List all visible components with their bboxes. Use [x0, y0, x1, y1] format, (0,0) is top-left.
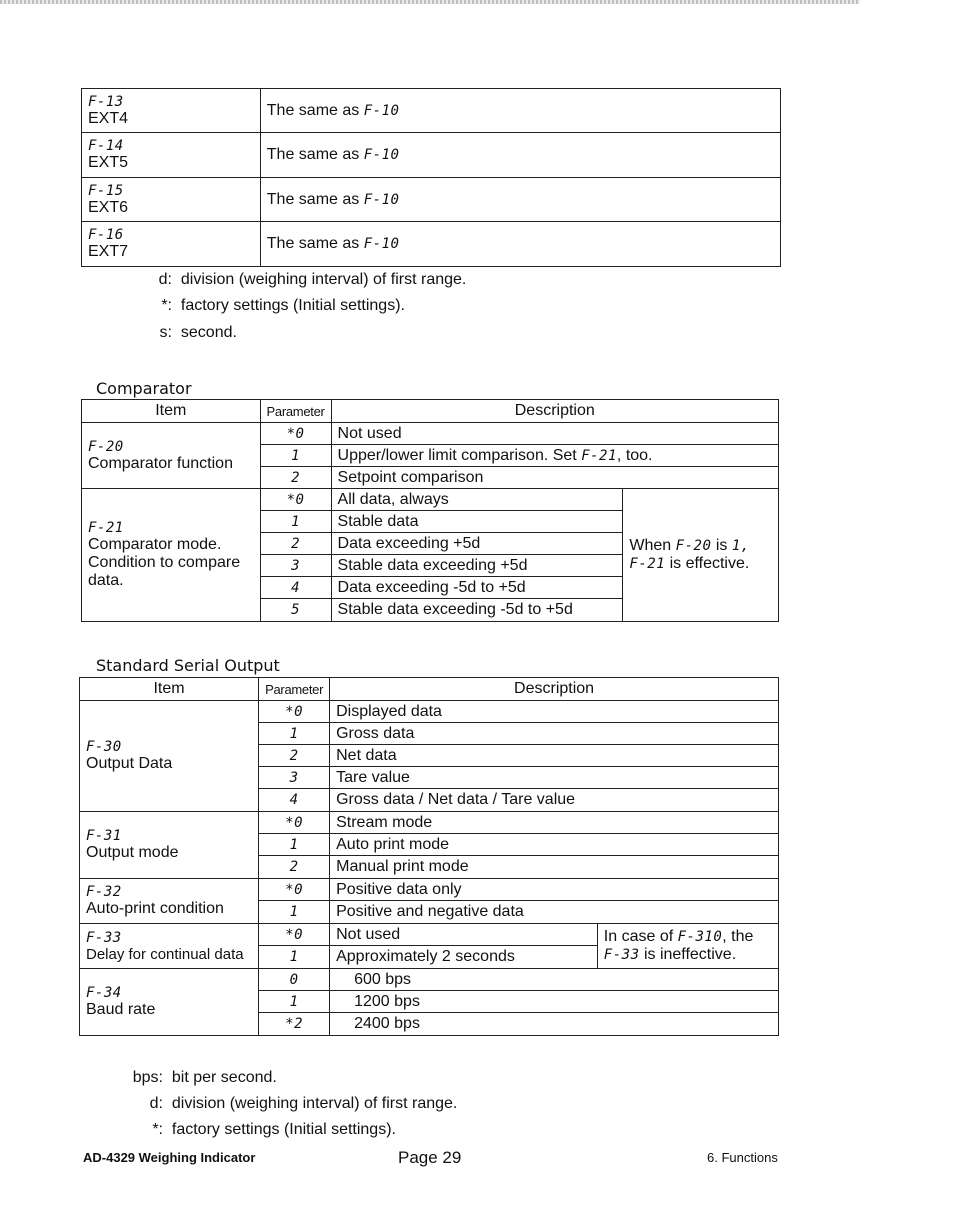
col-header-parameter: Parameter — [260, 400, 331, 423]
table-row — [82, 489, 779, 511]
table-row — [82, 423, 779, 445]
param-cell: 1 — [259, 723, 330, 745]
col-header-description: Description — [331, 400, 778, 423]
col-header-description: Description — [330, 678, 779, 701]
description-cell: Setpoint comparison — [331, 467, 778, 489]
description-cell: The same as F-10 — [260, 133, 780, 178]
table-row — [82, 89, 781, 133]
col-header-item: Item — [82, 400, 261, 423]
item-cell: F-13 EXT4 — [82, 89, 261, 133]
param-cell: 0 — [259, 969, 330, 991]
param-cell: 2 — [259, 856, 330, 879]
description-cell: 2400 bps — [330, 1013, 779, 1036]
description-cell: Upper/lower limit comparison. Set F-21, too. — [331, 445, 778, 467]
table-row — [80, 924, 779, 946]
param-cell: 1 — [260, 511, 331, 533]
page-number: Page 29 — [398, 1148, 462, 1167]
ext-settings-table — [81, 88, 781, 267]
table-header-row — [80, 678, 779, 701]
note-factory: *: factory settings (Initial settings). — [161, 297, 405, 314]
description-cell: Data exceeding -5d to +5d — [331, 577, 623, 599]
description-cell: Net data — [330, 745, 779, 767]
item-cell: F-14 EXT5 — [82, 133, 261, 178]
item-cell: F-16 EXT7 — [82, 222, 261, 267]
table-row — [80, 969, 779, 991]
item-cell: F-20 Comparator function — [82, 423, 261, 489]
item-cell: F-34 Baud rate — [80, 969, 259, 1036]
comparator-heading: Comparator — [96, 379, 192, 398]
description-cell: 600 bps — [330, 969, 779, 991]
note-factory: *: factory settings (Initial settings). — [152, 1121, 396, 1138]
table-header-row — [82, 400, 779, 423]
item-cell: F-32 Auto-print condition — [80, 879, 259, 924]
param-cell: *0 — [259, 924, 330, 946]
table-row — [80, 701, 779, 723]
item-cell: F-15 EXT6 — [82, 178, 261, 222]
item-cell: F-31 Output mode — [80, 812, 259, 879]
delay-side-note: In case of F-310, the F-33 is ineffective. — [597, 924, 778, 969]
param-cell: 4 — [260, 577, 331, 599]
description-cell: Stable data exceeding -5d to +5d — [331, 599, 623, 622]
item-cell: F-30 Output Data — [80, 701, 259, 812]
description-cell: Manual print mode — [330, 856, 779, 879]
description-cell: The same as F-10 — [260, 222, 780, 267]
param-cell: 3 — [260, 555, 331, 577]
comparator-side-note: When F-20 is 1, F-21 is effective. — [623, 489, 779, 622]
note-second: s: second. — [159, 324, 237, 341]
col-header-item: Item — [80, 678, 259, 701]
description-cell: Displayed data — [330, 701, 779, 723]
scan-edge-strip — [0, 0, 860, 4]
description-cell: 1200 bps — [330, 991, 779, 1013]
table-row — [82, 222, 781, 267]
description-cell: Not used — [330, 924, 598, 946]
param-cell: 4 — [259, 789, 330, 812]
serial-output-heading: Standard Serial Output — [96, 656, 280, 675]
description-cell: Approximately 2 seconds — [330, 946, 598, 969]
description-cell: Positive and negative data — [330, 901, 779, 924]
description-cell: Stable data exceeding +5d — [331, 555, 623, 577]
description-cell: Stable data — [331, 511, 623, 533]
description-cell: Gross data / Net data / Tare value — [330, 789, 779, 812]
param-cell: *0 — [260, 423, 331, 445]
footer-document-title: AD-4329 Weighing Indicator — [83, 1150, 256, 1165]
param-cell: *0 — [259, 812, 330, 834]
description-cell: Positive data only — [330, 879, 779, 901]
table-row — [80, 879, 779, 901]
item-cell: F-33 Delay for continual data — [80, 924, 259, 969]
param-cell: *0 — [259, 701, 330, 723]
table-row — [82, 178, 781, 222]
description-cell: Tare value — [330, 767, 779, 789]
description-cell: Data exceeding +5d — [331, 533, 623, 555]
param-cell: 3 — [259, 767, 330, 789]
table-row — [82, 133, 781, 178]
param-cell: 5 — [260, 599, 331, 622]
comparator-table — [81, 399, 779, 622]
table-row — [80, 812, 779, 834]
serial-output-table — [79, 677, 779, 1036]
description-cell: Not used — [331, 423, 778, 445]
note-d: d: division (weighing interval) of first range. — [158, 271, 467, 288]
col-header-parameter: Parameter — [259, 678, 330, 701]
note-d: d: division (weighing interval) of first range. — [149, 1095, 458, 1112]
param-cell: 1 — [259, 991, 330, 1013]
description-cell: Gross data — [330, 723, 779, 745]
param-cell: 2 — [260, 533, 331, 555]
description-cell: Auto print mode — [330, 834, 779, 856]
description-cell: Stream mode — [330, 812, 779, 834]
note-bps: bps: bit per second. — [132, 1069, 277, 1086]
param-cell: *0 — [259, 879, 330, 901]
param-cell: 1 — [259, 834, 330, 856]
param-cell: 1 — [260, 445, 331, 467]
description-cell: All data, always — [331, 489, 623, 511]
param-cell: 2 — [260, 467, 331, 489]
param-cell: *0 — [260, 489, 331, 511]
param-cell: *2 — [259, 1013, 330, 1036]
param-cell: 1 — [259, 946, 330, 969]
description-cell: The same as F-10 — [260, 178, 780, 222]
param-cell: 1 — [259, 901, 330, 924]
footer-section: 6. Functions — [707, 1150, 778, 1165]
param-cell: 2 — [259, 745, 330, 767]
item-cell: F-21 Comparator mode. Condition to compare data. — [82, 489, 261, 622]
description-cell: The same as F-10 — [260, 89, 780, 133]
